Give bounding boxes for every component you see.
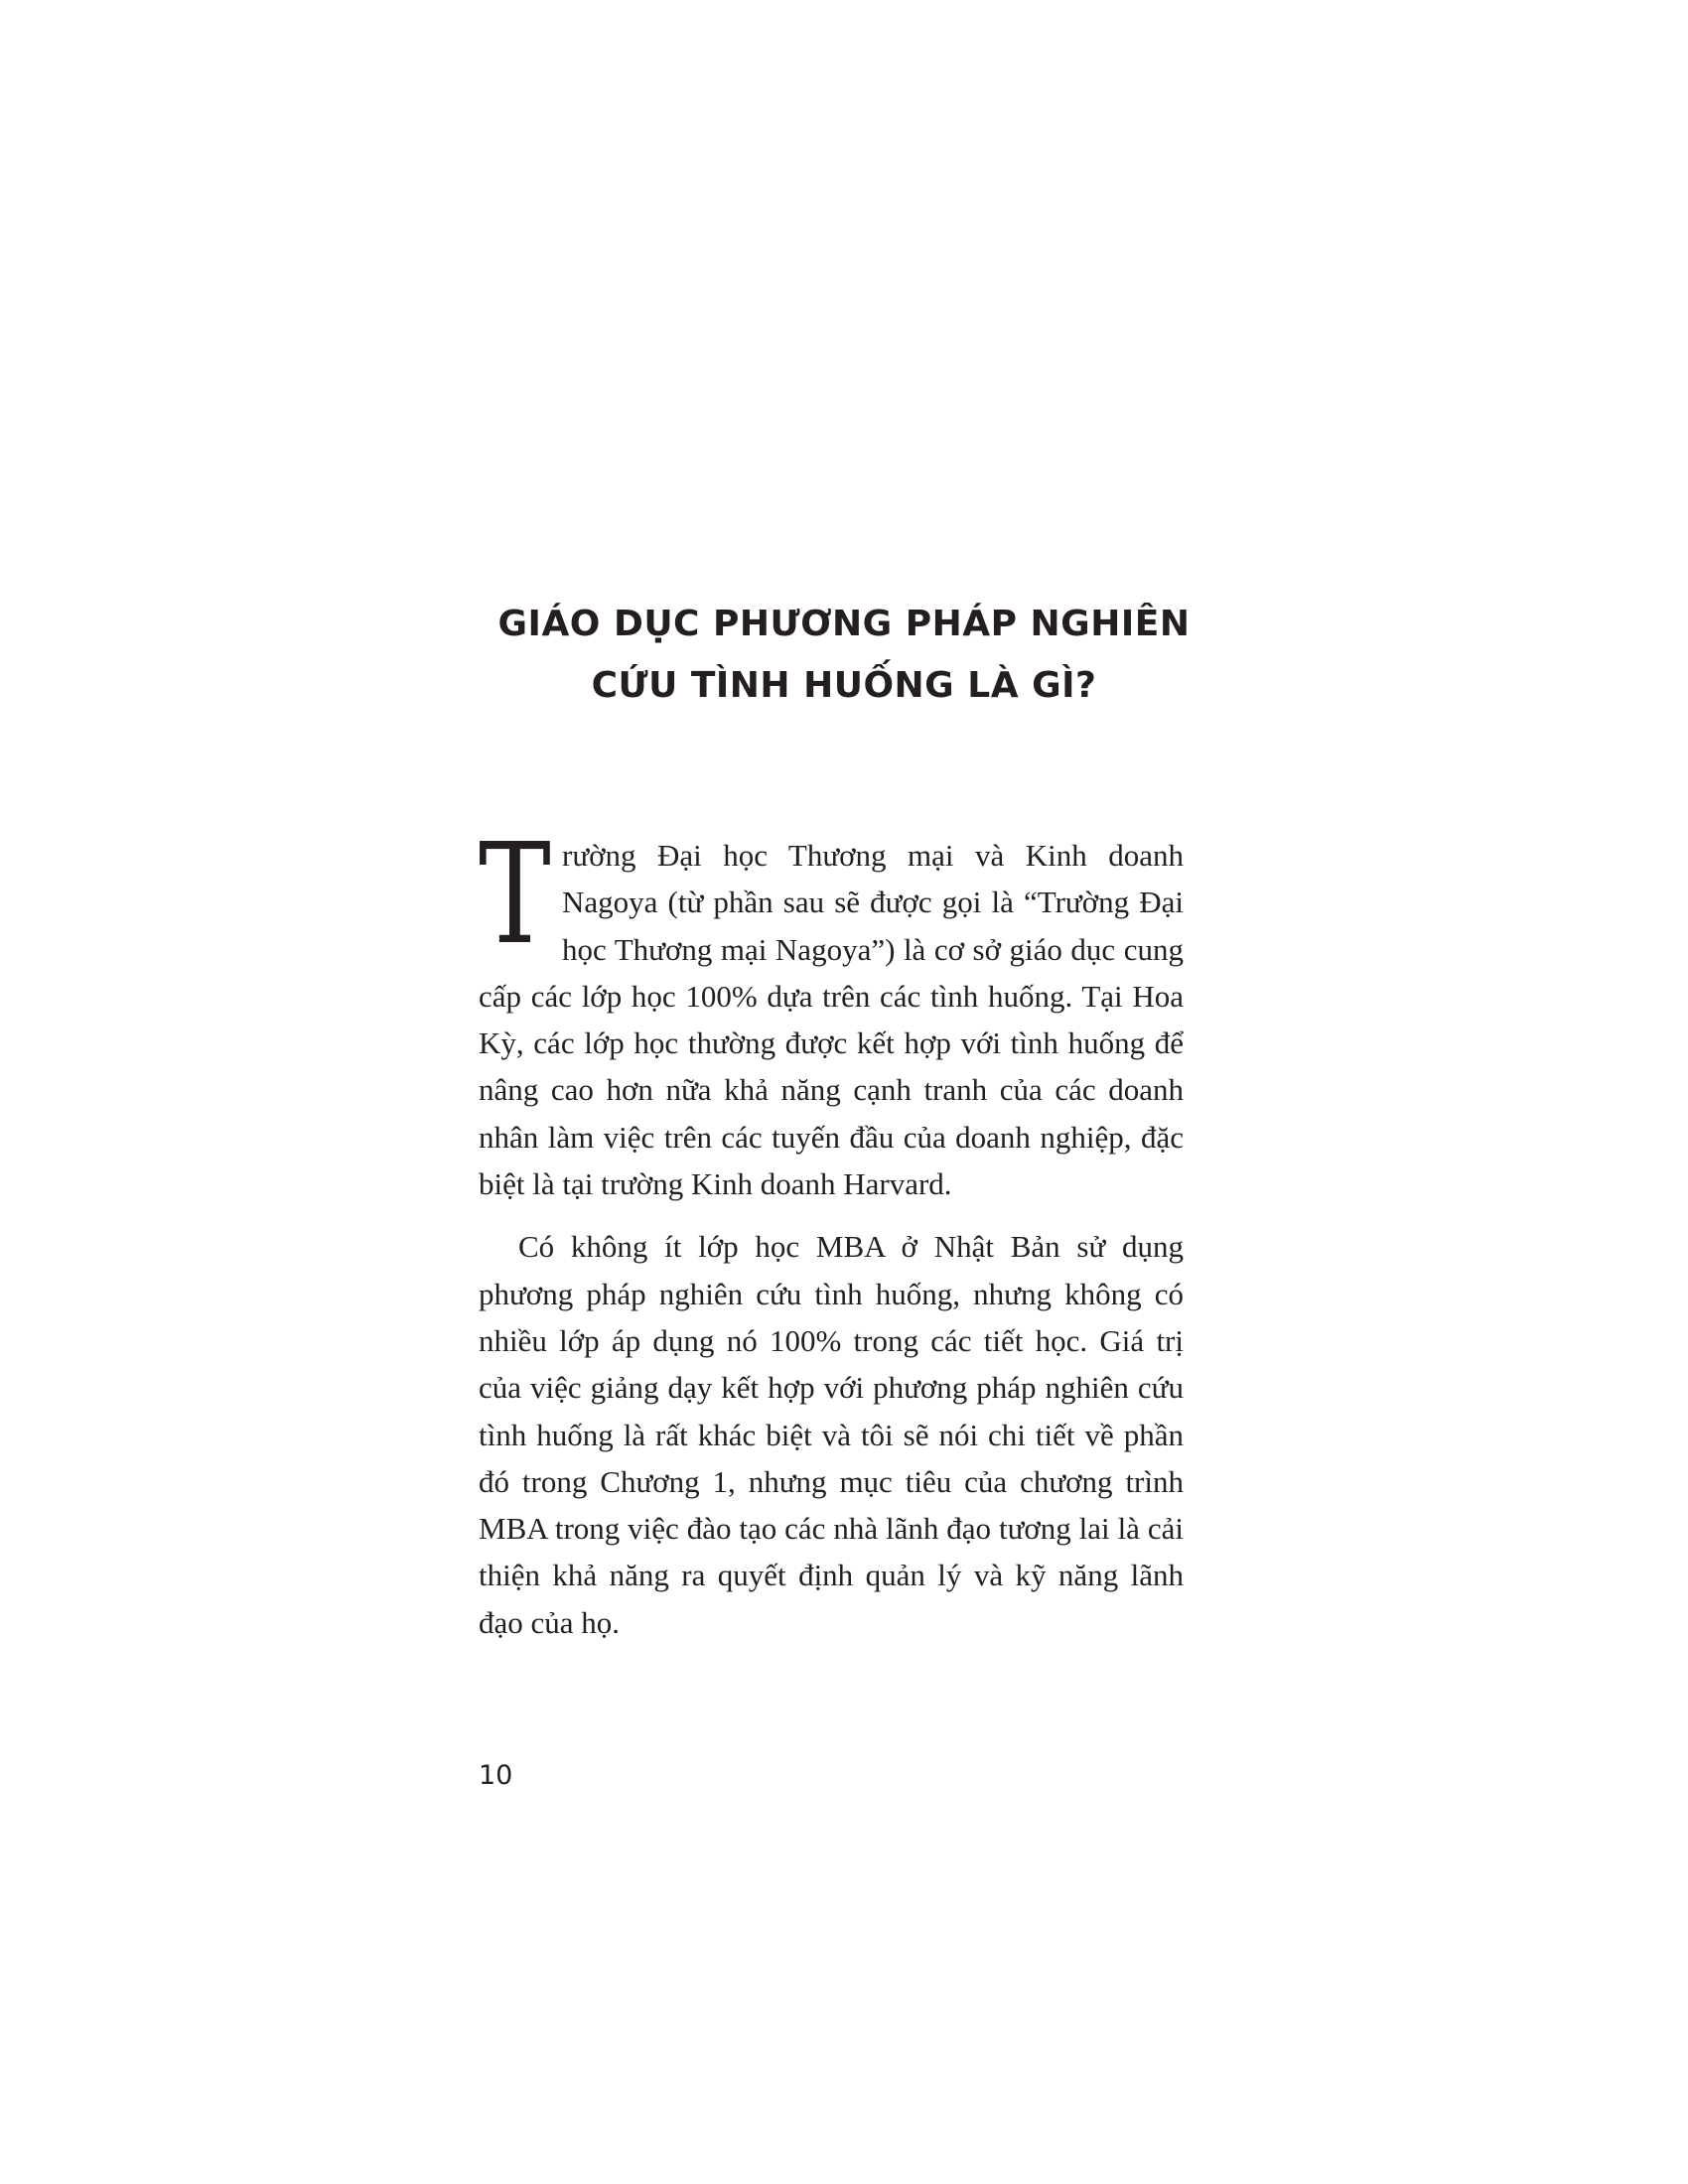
paragraph-2: Có không ít lớp học MBA ở Nhật Bản sử dụng phương pháp nghiên cứu tình huống, nhưng không có nhiều lớp áp dụng nó 100% trong các tiết học. Giá trị của việc giảng dạy kết hợp với phương pháp nghiên cứu tình huống là rất khác biệt và tôi sẽ nói chi tiết về phần đó trong Chương 1, nhưng mục tiêu của chương trình MBA trong việc đào tạo các nhà lãnh đạo tương lai là cải thiện khả năng ra quyết định quản lý và kỹ năng lãnh đạo của họ. <box>479 1229 1184 1640</box>
chapter-title <box>477 594 1211 717</box>
body-text <box>479 814 1184 1646</box>
chapter-title-line-2: CỨU TÌNH HUỐNG LÀ GÌ? <box>591 665 1097 706</box>
paragraph-1 <box>479 814 1184 1207</box>
drop-cap-letter: T <box>479 814 551 976</box>
chapter-title-line-1: GIÁO DỤC PHƯƠNG PHÁP NGHIÊN <box>497 604 1191 644</box>
paragraph-1-text: rường Đại học Thương mại và Kinh doanh Nagoya (từ phần sau sẽ được gọi là “Trường Đại học Thương mại Nagoya”) là cơ sở giáo dục cung cấp các lớp học 100% dựa trên các tình huống. Tại Hoa Kỳ, các lớp học thường được kết hợp với tình huống để nâng cao hơn nữa khả năng cạnh tranh của các doanh nhân làm việc trên các tuyến đầu của doanh nghiệp, đặc biệt là tại trường Kinh doanh Harvard. <box>479 838 1184 1202</box>
page-number: 10 <box>479 1760 513 1791</box>
